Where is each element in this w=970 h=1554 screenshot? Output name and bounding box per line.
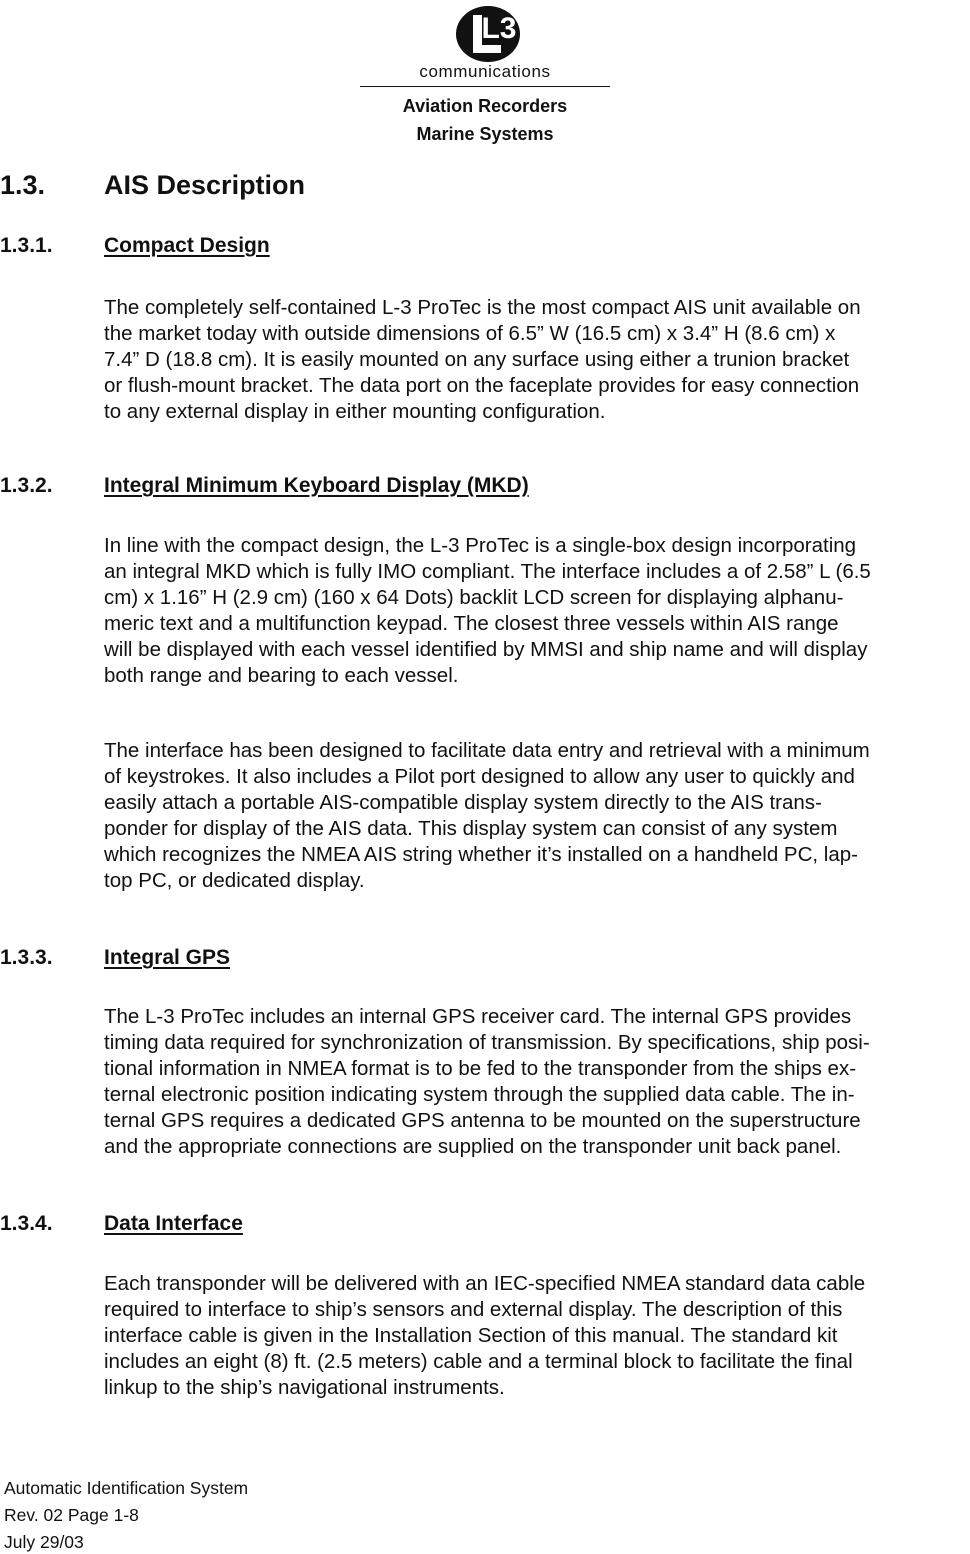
section-number: 1.3. [0, 170, 46, 200]
division-line-1: Aviation Recorders [402, 96, 568, 116]
subsection-number: 1.3.2. [0, 474, 53, 497]
text-line: ponder for display of the AIS data. This display system can consist of any system [104, 817, 838, 840]
text-line: both range and bearing to each vessel. [104, 664, 459, 687]
subsection-number: 1.3.4. [0, 1212, 53, 1235]
text-line: ternal electronic position indicating system through the supplied data cable. The in- [104, 1083, 855, 1106]
section-heading [0, 170, 305, 201]
text-line: will be displayed with each vessel identified by MMSI and ship name and will display [104, 638, 868, 661]
subsection-title: Integral Minimum Keyboard Display (MKD) [104, 474, 529, 497]
logo-digit: L3 [481, 12, 517, 45]
text-line: easily attach a portable AIS-compatible display system directly to the AIS trans- [104, 791, 822, 814]
division-line-2: Marine Systems [416, 124, 554, 144]
text-line: required to interface to ship’s sensors and external display. The description of this [104, 1298, 843, 1321]
subsection-heading-gps [0, 946, 230, 970]
l3-logo-icon [454, 4, 522, 64]
paragraph-data-interface [104, 1271, 970, 1401]
subsection-heading-mkd [0, 474, 529, 498]
text-line: includes an eight (8) ft. (2.5 meters) cable and a terminal block to facilitate the final [104, 1350, 853, 1373]
text-line: 7.4” D (18.8 cm). It is easily mounted on any surface using either a trunion bracket [104, 348, 850, 371]
text-line: interface cable is given in the Installation Section of this manual. The standard kit [104, 1324, 838, 1347]
text-line: of keystrokes. It also includes a Pilot port designed to allow any user to quickly and [104, 765, 855, 788]
text-line: an integral MKD which is fully IMO compliant. The interface includes a of 2.58” L (6.5 [104, 560, 871, 583]
subsection-number: 1.3.3. [0, 946, 53, 969]
text-line: linkup to the ship’s navigational instruments. [104, 1376, 505, 1399]
subsection-title: Compact Design [104, 234, 270, 257]
paragraph-compact-design [104, 295, 970, 425]
text-line: and the appropriate connections are supplied on the transponder unit back panel. [104, 1135, 842, 1158]
subsection-number: 1.3.1. [0, 234, 53, 257]
text-line: The completely self-contained L-3 ProTec is the most compact AIS unit available on [104, 296, 861, 319]
text-line: cm) x 1.16” H (2.9 cm) (160 x 64 Dots) backlit LCD screen for displaying alphanu- [104, 586, 844, 609]
text-line: or flush-mount bracket. The data port on the faceplate provides for easy connection [104, 374, 860, 397]
subsection-heading-compact-design [0, 234, 270, 258]
text-line: The interface has been designed to facilitate data entry and retrieval with a minimum [104, 739, 870, 762]
company-name: communications [419, 62, 551, 81]
text-line: Each transponder will be delivered with an IEC-specified NMEA standard data cable [104, 1272, 866, 1295]
text-line: the market today with outside dimensions of 6.5” W (16.5 cm) x 3.4” H (8.6 cm) x [104, 322, 836, 345]
section-title: AIS Description [104, 170, 306, 200]
header-rule [360, 86, 610, 87]
subsection-heading-data-interface [0, 1212, 243, 1236]
text-line: In line with the compact design, the L-3 ProTec is a single-box design incorporating [104, 534, 857, 557]
text-line: timing data required for synchronization of transmission. By specifications, ship posi- [104, 1031, 870, 1054]
footer-doc-title: Automatic Identification System [4, 1478, 249, 1498]
text-line: to any external display in either mounting configuration. [104, 400, 606, 423]
text-line: The L-3 ProTec includes an internal GPS receiver card. The internal GPS provides [104, 1005, 852, 1028]
text-line: meric text and a multifunction keypad. The closest three vessels within AIS range [104, 612, 839, 635]
subsection-title: Integral GPS [104, 946, 231, 969]
text-line: which recognizes the NMEA AIS string whether it’s installed on a handheld PC, lap- [104, 843, 858, 866]
paragraph-mkd-2 [104, 738, 970, 894]
text-line: ternal GPS requires a dedicated GPS antenna to be mounted on the superstructure [104, 1109, 861, 1132]
text-line: top PC, or dedicated display. [104, 869, 365, 892]
paragraph-gps [104, 1004, 970, 1160]
footer-date: July 29/03 [4, 1532, 84, 1552]
text-line: tional information in NMEA format is to be fed to the transponder from the ships ex- [104, 1057, 857, 1080]
subsection-title: Data Interface [104, 1212, 243, 1235]
paragraph-mkd-1 [104, 533, 970, 689]
footer-revision-page: Rev. 02 Page 1-8 [4, 1505, 139, 1525]
